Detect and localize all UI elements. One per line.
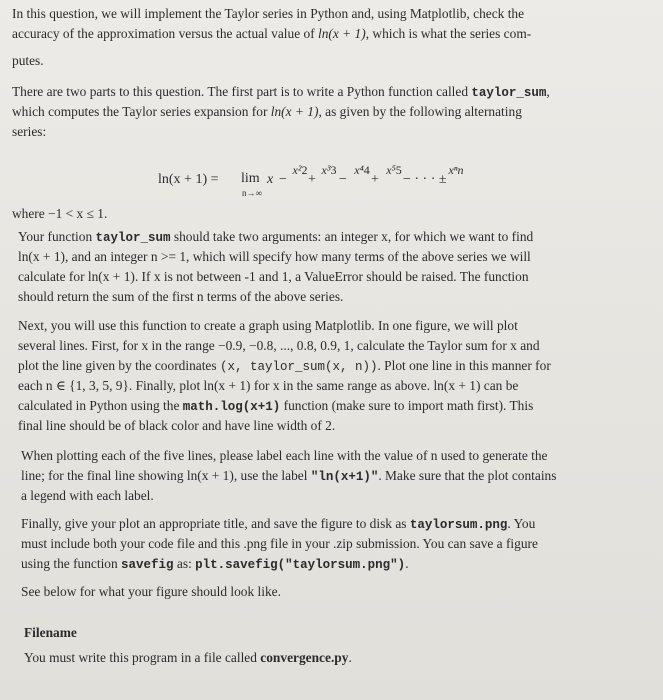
eq-frac-n: xⁿ n [448,163,464,177]
math-ln: ln(x + 1) [318,26,366,41]
label-line-3: a legend with each label. [21,488,154,503]
filename-line: You must write this program in a file called convergence.py. [24,650,352,665]
eq-x: x [267,172,274,187]
code-taylor-sum: taylor_sum [471,86,547,100]
intro-line-1: In this question, we will implement the Taylor series in Python and, using Matplotlib, check the [12,6,525,21]
part1-line-2: which computes the Taylor series expansion for ln(x + 1), as given by the following alternating [12,104,522,119]
args-line-1: Your function taylor_sum should take two arguments: an integer x, for which we want to find [18,229,534,245]
save-line-1: Finally, give your plot an appropriate title, and save the figure to disk as taylorsum.png. You [21,516,536,532]
eq-lim-sub: n→∞ [242,188,262,198]
eq-op-2: + [308,172,316,187]
save-line-2: must include both your code file and this .png file in your .zip submission. You can save a figure [21,536,538,551]
eq-lhs: ln(x + 1) = [158,172,219,187]
plot-line-4: each n ∈ {1, 3, 5, 9}. Finally, plot ln(x + 1) for x in the same range as above. ln(x + 1) can be [18,378,519,393]
eq-frac-2: x³ 3 [321,163,337,177]
taylor-series-equation [158,158,478,202]
plot-line-5: calculated in Python using the math.log(x+1) function (make sure to import math first). This [18,398,534,414]
label-line-2: line; for the final line showing ln(x + 1), use the label "ln(x+1)". Make sure that the plot contains [21,468,557,484]
part1-line-1: There are two parts to this question. The first part is to write a Python function called taylor_sum, [12,84,550,100]
filename-value: convergence.py [260,650,349,665]
eq-frac-4: x⁵ 5 [386,163,402,177]
intro-line-3: putes. [12,53,44,68]
eq-dots: − · · · ± [403,172,447,187]
plot-line-2: several lines. First, for x in the range −0.9, −0.8, ..., 0.8, 0.9, 1, calculate the Taylor sum for x and [18,338,540,353]
args-line-3: calculate for ln(x + 1). If x is not between -1 and 1, a ValueError should be raised. The function [18,269,529,284]
eq-op-3: − [339,172,347,187]
eq-lim: lim [241,171,260,186]
save-line-3: using the function savefig as: plt.savefig("taylorsum.png"). [21,556,409,572]
plot-line-3: plot the line given by the coordinates (x, taylor_sum(x, n)). Plot one line in this manner for [18,358,551,374]
args-line-4: should return the sum of the first n terms of the above series. [18,289,344,304]
eq-op-1: − [279,172,287,187]
see-below-line: See below for what your figure should look like. [21,584,281,599]
intro-line-2: accuracy of the approximation versus the actual value of ln(x + 1), which is what the series com- [12,26,532,41]
eq-frac-1: x² 2 [292,163,308,177]
eq-op-4: + [371,172,379,187]
plot-line-1: Next, you will use this function to create a graph using Matplotlib. In one figure, we will plot [18,318,518,333]
eq-frac-3: x⁴ 4 [354,163,370,177]
plot-line-6: final line should be of black color and have line width of 2. [18,418,336,433]
where-line: where −1 < x ≤ 1. [12,206,108,221]
args-line-2: ln(x + 1), and an integer n >= 1, which will specify how many terms of the above series we will [18,249,531,264]
filename-heading: Filename [24,625,77,640]
label-line-1: When plotting each of the five lines, please label each line with the value of n used to generate the [21,448,548,463]
part1-line-3: series: [12,124,47,139]
